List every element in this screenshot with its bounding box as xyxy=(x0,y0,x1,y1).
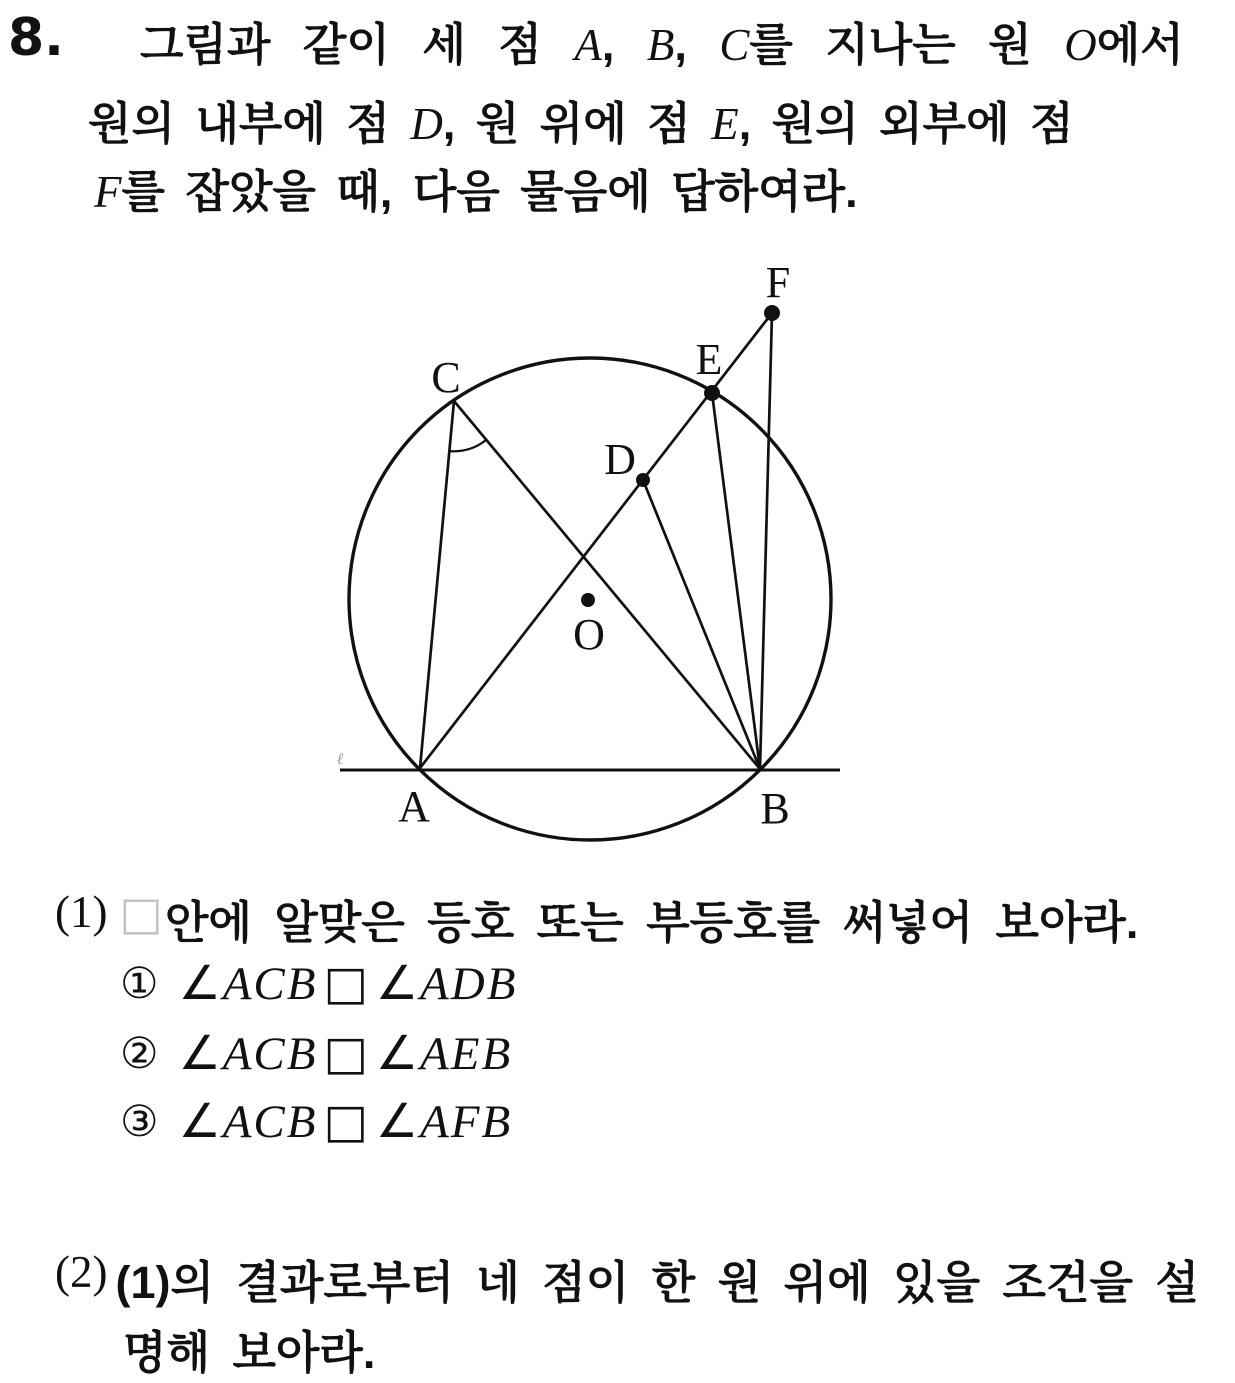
item-3-rhs: ∠AFB xyxy=(375,1094,513,1149)
point-dot-F xyxy=(764,305,780,321)
point-label-A: A xyxy=(398,782,430,831)
item-3-answer-box: □ xyxy=(323,1094,370,1149)
item-1-lhs: ∠ACB xyxy=(178,956,318,1011)
item-3-expression xyxy=(179,1094,513,1149)
angle-arc-C xyxy=(449,440,486,451)
question-2-line-1: (1)의 결과로부터 네 점이 한 원 위에 있을 조건을 설 xyxy=(115,1257,1199,1308)
item-2-lhs: ∠ACB xyxy=(178,1026,318,1081)
item-1-number: ① xyxy=(120,958,159,1009)
question-2-line-2: 명해 보아라. xyxy=(123,1327,376,1378)
point-dot-E xyxy=(704,385,720,401)
question-1-text: 안에 알맞은 등호 또는 부등호를 써넣어 보아라. xyxy=(164,897,1139,948)
item-1-rhs: ∠ADB xyxy=(375,956,518,1011)
statement-line-3: F를 잡았을 때, 다음 물음에 답하여라. xyxy=(94,166,858,217)
statement-line-1: 그림과 같이 세 점 A, B, C를 지나는 원 O에서 xyxy=(140,19,1184,70)
stray-mark: ℓ xyxy=(336,751,344,768)
item-2-answer-box: □ xyxy=(323,1026,370,1081)
segment-BF xyxy=(760,313,772,769)
question-2-label: (2) xyxy=(55,1247,108,1297)
item-1 xyxy=(120,956,517,1011)
point-dot-D xyxy=(636,473,650,487)
geometry-diagram xyxy=(330,250,850,868)
point-label-E: E xyxy=(695,335,723,384)
point-label-O: O xyxy=(573,610,605,659)
item-2 xyxy=(120,1026,512,1081)
problem-number: 8. xyxy=(8,8,64,68)
statement-line-2: 원의 내부에 점 D, 원 위에 점 E, 원의 외부에 점 xyxy=(88,98,1074,149)
item-1-expression xyxy=(179,956,518,1011)
point-label-D: D xyxy=(604,435,636,484)
segment-AC xyxy=(420,401,454,768)
point-label-F: F xyxy=(765,258,791,307)
item-2-rhs: ∠AEB xyxy=(375,1026,513,1081)
item-1-answer-box: □ xyxy=(323,956,370,1011)
answer-box-blank: □ xyxy=(119,886,163,940)
point-dot-O xyxy=(581,593,595,607)
item-3-number: ③ xyxy=(120,1096,159,1147)
point-label-B: B xyxy=(760,784,790,833)
item-3-lhs: ∠ACB xyxy=(178,1094,318,1149)
item-2-number: ② xyxy=(120,1028,159,1079)
item-2-expression xyxy=(179,1026,513,1081)
item-3 xyxy=(120,1094,512,1149)
point-label-C: C xyxy=(431,353,461,402)
question-1-label: (1) xyxy=(55,887,108,937)
